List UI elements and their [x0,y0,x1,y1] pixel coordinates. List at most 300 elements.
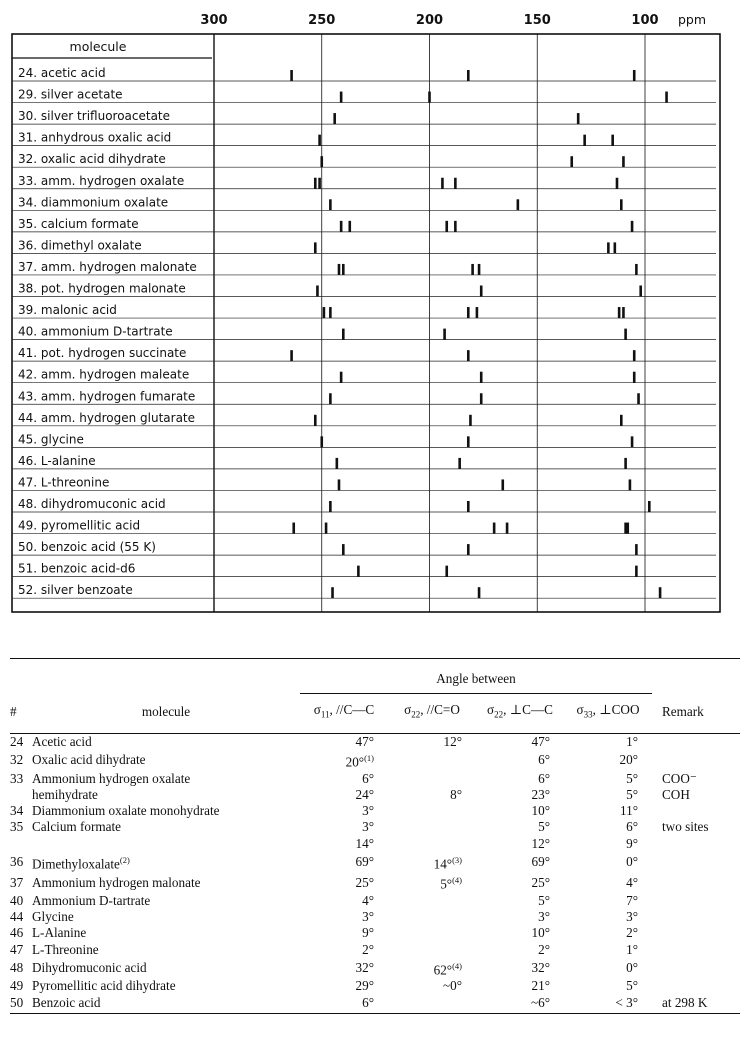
row-molecule-cell: Benzoic acid [32,994,101,1010]
peak-stick [290,70,293,81]
peak-stick [342,329,345,340]
peak-stick [340,92,343,103]
peak-stick [665,92,668,103]
row-sigma22-cc-cell-value: 3° [538,909,550,925]
peak-stick [635,544,638,555]
peak-stick [342,544,345,555]
row-sigma22-co-cell [388,787,476,803]
molecule-label: 50. benzoic acid (55 K) [18,540,156,555]
row-sigma11-cell [300,995,388,1011]
row-remark-cell [652,942,740,958]
row-remark-cell [652,958,740,979]
row-sigma22-co-cell [388,942,476,958]
table-row [10,909,740,925]
col-header-remark: Remark [652,694,740,734]
peak-stick [631,436,634,447]
row-molecule-cell: Calcium formate [32,819,121,835]
table-group-header-row [10,665,740,694]
row-sigma11-cell-value: 3° [362,803,374,819]
peak-stick [659,587,662,598]
peak-stick [316,286,319,297]
row-sigma33-cell [564,958,652,979]
peak-stick [340,221,343,232]
row-molecule-cell: Pyromellitic acid dihydrate [32,978,176,994]
row-sigma22-co-cell [388,750,476,771]
row-sigma11-cell-value: 6° [362,770,374,786]
peak-stick [290,350,293,361]
peak-stick [325,523,328,534]
row-sigma33-cell [564,872,652,893]
row-sigma33-cell-value: 1° [626,734,638,750]
row-num-cell: 34 [10,803,24,819]
peak-stick [622,156,625,167]
molecule-label: 30. silver trifluoroacetate [18,109,171,124]
table-row [10,978,740,994]
row-sigma22-cc-cell-value: 5° [538,893,550,909]
row-sigma33-cell-value: 11° [620,803,638,819]
peak-stick [338,264,341,275]
row-sigma11-cell-value: 14° [355,835,374,851]
row-remark-cell [652,872,740,893]
row-remark-cell [652,803,740,819]
row-remark-cell: COO⁻ [662,770,697,786]
row-molecule-cell: hemihydrate [32,787,98,803]
row-num-cell: 44 [10,909,24,925]
peak-stick [329,501,332,512]
row-sigma33-cell-value: 0° [626,960,638,976]
peak-stick [633,350,636,361]
molecule-label: 46. L-alanine [18,453,96,468]
molecule-label: 37. amm. hydrogen malonate [18,259,197,274]
row-sigma22-co-cell [388,978,476,994]
peak-stick [292,523,295,534]
peak-stick [626,523,629,534]
row-sigma33-cell-value: 4° [626,874,638,890]
peak-stick [428,92,431,103]
row-sigma11-cell [300,750,388,771]
row-sigma11-cell [300,909,388,925]
peak-stick [506,523,509,534]
row-sigma22-cc-cell-value: 69° [531,854,550,870]
table-row [10,734,740,751]
peak-stick [338,479,341,490]
row-sigma11-cell [300,771,388,787]
molecule-label: 49. pyromellitic acid [18,518,141,533]
peak-stick [478,587,481,598]
row-num-cell: 36 [10,854,24,870]
col-header-sigma11: $\sigma_{11}$, //C—C [300,694,388,734]
table-row [10,925,740,941]
peak-stick [607,242,610,253]
row-molecule-cell: L-Alanine [32,925,87,941]
peak-stick [443,329,446,340]
row-sigma33-cell-value: 5° [626,787,638,803]
row-sigma33-cell-value: 5° [626,978,638,994]
peak-stick [445,221,448,232]
row-molecule-cell: Ammonium hydrogen oxalate [32,770,191,786]
row-sigma11-cell [300,925,388,941]
molecule-label: 51. benzoic acid-d6 [18,561,136,576]
row-sigma22-cc-cell-value: 10° [531,925,550,941]
row-sigma22-cc-cell [476,925,564,941]
row-sigma11-cell-value: 24° [355,787,374,803]
molecule-label: 40. ammonium D-tartrate [18,324,173,339]
row-num-cell: 47 [10,941,24,957]
x-tick-label-250: 250 [308,13,336,28]
row-sigma22-co-cell-value: 5°$^{(4)}$ [440,875,462,892]
row-remark-cell [652,909,740,925]
row-remark-cell [652,978,740,994]
angle-table-container [10,658,740,1030]
col-header-sigma22-cc: $\sigma_{22}$, ⊥C—C [476,694,564,734]
row-sigma22-co-cell [388,836,476,852]
table-row [10,958,740,979]
row-sigma11-cell [300,978,388,994]
row-sigma11-cell [300,836,388,852]
peak-stick [458,458,461,469]
peak-stick [635,264,638,275]
peak-stick [480,286,483,297]
row-sigma33-cell [564,852,652,873]
row-remark-cell [652,750,740,771]
table-row [10,771,740,787]
row-sigma22-cc-cell [476,803,564,819]
molecule-label: 31. anhydrous oxalic acid [18,130,172,145]
peak-stick [618,307,621,318]
row-sigma11-cell [300,734,388,751]
row-sigma33-cell [564,909,652,925]
row-sigma22-cc-cell-value: 47° [531,734,550,750]
molecule-label: 47. L-threonine [18,475,110,490]
row-num-cell [10,836,32,852]
row-sigma22-co-cell-value: 14°$^{(3)}$ [433,854,462,872]
row-num-cell: 32 [10,752,24,768]
peak-stick [633,372,636,383]
row-sigma22-cc-cell-value: 6° [538,752,550,768]
peak-stick [622,307,625,318]
row-sigma33-cell [564,925,652,941]
peak-stick [616,178,619,189]
row-sigma11-cell [300,893,388,909]
row-sigma22-cc-cell [476,836,564,852]
molecule-label: 34. diammonium oxalate [18,195,169,210]
row-sigma33-cell [564,978,652,994]
peak-stick [467,544,470,555]
col-header-sigma22-co: $\sigma_{22}$, //C=O [388,694,476,734]
table-row [10,819,740,835]
peak-stick [454,178,457,189]
molecule-label: 43. amm. hydrogen fumarate [18,389,196,404]
molecule-label: 33. amm. hydrogen oxalate [18,173,185,188]
row-sigma22-cc-cell-value: ~6° [530,994,550,1010]
peak-stick [478,264,481,275]
peak-stick [357,566,360,577]
row-sigma22-co-cell [388,803,476,819]
row-sigma11-cell [300,872,388,893]
row-sigma22-cc-cell [476,750,564,771]
row-molecule-cell: Glycine [32,909,74,925]
row-sigma22-cc-cell [476,734,564,751]
peak-stick [329,393,332,404]
row-sigma33-cell [564,803,652,819]
row-sigma11-cell-value: 3° [362,819,374,835]
peak-stick [614,242,617,253]
peak-stick [570,156,573,167]
row-sigma33-cell [564,995,652,1011]
angle-table [10,658,740,1014]
row-num-cell: 37 [10,874,24,890]
row-sigma33-cell-value: 6° [626,819,638,835]
row-sigma22-cc-cell-value: 2° [538,941,550,957]
peak-stick [342,264,345,275]
row-sigma11-cell [300,803,388,819]
row-sigma11-cell-value: 20°$^{(1)}$ [345,753,374,770]
row-num-cell [10,787,32,803]
row-molecule-cell: L-Threonine [32,941,99,957]
row-sigma22-co-cell [388,995,476,1011]
row-sigma22-co-cell [388,958,476,979]
row-sigma22-cc-cell [476,893,564,909]
peak-stick [471,264,474,275]
peak-stick [476,307,479,318]
x-tick-label-300: 300 [200,13,228,28]
molecule-label: 38. pot. hydrogen malonate [18,281,186,296]
peak-stick [620,415,623,426]
row-num-cell: 33 [10,770,24,786]
peak-stick [501,479,504,490]
row-sigma11-cell [300,942,388,958]
peak-stick [648,501,651,512]
molecule-label: 29. silver acetate [18,87,123,102]
row-sigma22-cc-cell [476,995,564,1011]
peak-stick [635,566,638,577]
peak-stick [493,523,496,534]
row-sigma33-cell-value: 2° [626,925,638,941]
row-sigma22-cc-cell [476,819,564,835]
row-sigma22-co-cell [388,819,476,835]
row-sigma33-cell-value: 7° [626,893,638,909]
row-sigma22-cc-cell-value: 32° [531,960,550,976]
molecule-label: 32. oxalic acid dihydrate [18,152,166,167]
x-tick-label-100: 100 [631,13,659,28]
row-sigma22-co-cell-value: 8° [450,787,462,803]
row-sigma33-cell [564,771,652,787]
row-sigma11-cell [300,852,388,873]
row-num-cell: 49 [10,978,24,994]
molecule-label: 45. glycine [18,432,84,447]
row-sigma11-cell-value: 32° [355,960,374,976]
row-molecule-cell: Dihydromuconic acid [32,960,147,976]
molecule-label: 41. pot. hydrogen succinate [18,346,187,361]
row-sigma33-cell [564,836,652,852]
row-num-cell: 50 [10,994,24,1010]
row-remark-cell [652,925,740,941]
molecule-label: 44. amm. hydrogen glutarate [18,410,196,425]
row-molecule-cell: Ammonium hydrogen malonate [32,874,201,890]
row-sigma22-cc-cell-value: 23° [531,787,550,803]
peak-stick [631,221,634,232]
peak-stick [620,199,623,210]
peak-stick [639,286,642,297]
row-remark-cell: COH [662,787,690,803]
peak-stick [467,70,470,81]
row-molecule-cell: Dimethyloxalate$^{(2)}$ [32,854,130,872]
row-molecule-cell: Oxalic acid dihydrate [32,752,146,768]
row-sigma33-cell-value: 20° [619,752,638,768]
table-row [10,852,740,873]
row-sigma33-cell [564,893,652,909]
row-remark-cell [652,893,740,909]
row-sigma11-cell-value: 69° [355,854,374,870]
table-row [10,836,740,852]
row-molecule-cell: Diammonium oxalate monohydrate [32,803,220,819]
row-sigma11-cell-value: 4° [362,893,374,909]
peak-stick [480,372,483,383]
peak-stick [329,307,332,318]
col-header-sigma33: $\sigma_{33}$, ⊥COO [564,694,652,734]
row-num-cell: 35 [10,819,24,835]
row-remark-cell [652,852,740,873]
row-num-cell: 46 [10,925,24,941]
x-axis-unit-label: ppm [677,12,707,27]
peak-stick [633,70,636,81]
row-num-cell: 24 [10,734,24,750]
row-remark-cell [652,734,740,751]
row-sigma22-cc-cell-value: 5° [538,819,550,835]
table-row [10,893,740,909]
row-sigma22-cc-cell [476,942,564,958]
row-sigma22-cc-cell-value: 12° [531,835,550,851]
row-sigma22-co-cell [388,771,476,787]
row-remark-cell: at 298 K [662,994,708,1010]
table-row [10,872,740,893]
row-sigma22-co-cell [388,734,476,751]
peak-stick [320,156,323,167]
table-row [10,803,740,819]
row-sigma33-cell-value: 9° [626,835,638,851]
peak-stick [454,221,457,232]
peak-stick [318,178,321,189]
peak-stick [323,307,326,318]
row-sigma33-cell-value: 5° [626,770,638,786]
row-sigma33-cell [564,734,652,751]
peak-stick [624,329,627,340]
row-molecule-cell: Ammonium D-tartrate [32,893,151,909]
row-sigma22-co-cell [388,852,476,873]
row-num-cell: 48 [10,960,24,976]
peak-stick [629,479,632,490]
peak-stick [467,350,470,361]
molecule-label: 36. dimethyl oxalate [18,238,142,253]
row-sigma22-co-cell-value: ~0° [442,978,462,994]
angle-between-header: Angle between [300,665,652,694]
row-sigma11-cell-value: 3° [362,909,374,925]
peak-stick [348,221,351,232]
row-sigma22-co-cell [388,925,476,941]
peak-stick [583,135,586,146]
angle-table-body [10,659,740,1014]
row-remark-cell [652,836,740,852]
table-column-header-row [10,694,740,734]
peak-stick [624,458,627,469]
row-sigma22-cc-cell [476,958,564,979]
peak-stick [577,113,580,124]
x-tick-label-150: 150 [523,13,551,28]
row-sigma33-cell [564,942,652,958]
row-sigma22-cc-cell-value: 6° [538,770,550,786]
row-sigma22-cc-cell [476,852,564,873]
row-sigma22-co-cell-value: 62°$^{(4)}$ [433,960,462,978]
peak-stick [467,501,470,512]
row-sigma33-cell [564,819,652,835]
row-sigma33-cell [564,750,652,771]
peak-stick [320,436,323,447]
row-sigma22-co-cell-value: 12° [443,734,462,750]
row-sigma33-cell [564,787,652,803]
molecule-label: 48. dihydromuconic acid [18,497,166,511]
table-row [10,995,740,1011]
peak-stick [480,393,483,404]
row-sigma22-co-cell [388,872,476,893]
peak-stick [467,307,470,318]
peak-stick [517,199,520,210]
row-sigma11-cell-value: 29° [355,978,374,994]
molecule-label: 52. silver benzoate [18,583,133,598]
row-sigma11-cell [300,958,388,979]
peak-stick [469,415,472,426]
peak-stick [336,458,339,469]
molecule-label: 24. acetic acid [18,66,106,80]
row-sigma33-cell-value: 0° [626,854,638,870]
row-remark-cell: two sites [662,819,709,835]
peak-stick [467,436,470,447]
x-tick-label-200: 200 [415,13,444,28]
row-sigma11-cell-value: 2° [362,941,374,957]
peak-stick [441,178,444,189]
peak-stick [331,587,334,598]
row-sigma22-cc-cell [476,909,564,925]
peak-stick [314,415,317,426]
peak-stick [314,178,317,189]
peak-stick [445,566,448,577]
row-sigma11-cell-value: 9° [362,925,374,941]
row-sigma22-cc-cell [476,787,564,803]
row-sigma33-cell-value: 3° [626,909,638,925]
row-sigma33-cell-value: < 3° [615,994,638,1010]
peak-stick [314,242,317,253]
peak-stick [637,393,640,404]
peak-stick [333,113,336,124]
row-molecule-cell: Acetic acid [32,734,92,750]
table-row [10,750,740,771]
row-sigma11-cell-value: 25° [355,874,374,890]
col-header-molecule: molecule [32,694,300,734]
molecule-label: 39. malonic acid [18,303,117,318]
row-sigma11-cell [300,787,388,803]
table-row [10,942,740,958]
molecule-label: 35. calcium formate [18,216,139,231]
row-molecule-cell [32,836,300,852]
molecule-label: 42. amm. hydrogen maleate [18,367,190,382]
row-num-cell: 40 [10,893,24,909]
table-bottom-rule [10,1011,740,1014]
row-sigma22-cc-cell [476,771,564,787]
peak-stick [318,135,321,146]
peak-stick [329,199,332,210]
row-sigma22-cc-cell-value: 21° [531,978,550,994]
row-sigma22-co-cell [388,909,476,925]
molecule-column-header: molecule [69,39,127,54]
